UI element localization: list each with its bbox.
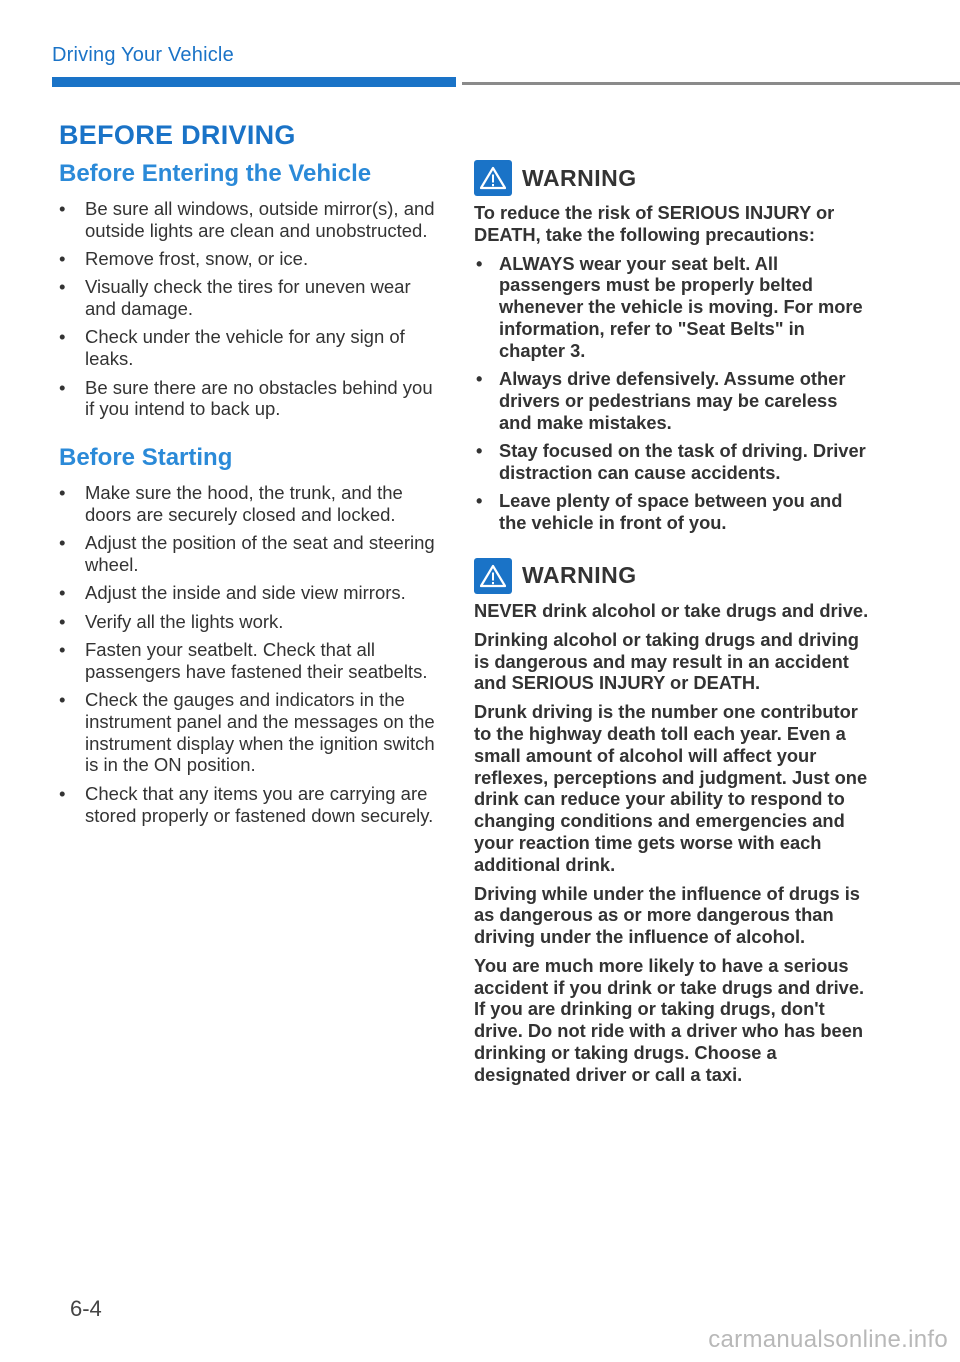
list-item: • Be sure all windows, outside mirror(s), and outside lights are clean and unobstructed. (59, 198, 439, 242)
list-item: • ALWAYS wear your seat belt. All passengers must be properly belted whenever the vehicle is moving. For more information, refer to "Seat Belts" in chapter 3. (474, 253, 874, 362)
warning-list (474, 253, 874, 534)
list-item: • Visually check the tires for uneven wear and damage. (59, 276, 439, 320)
list-item: • Remove frost, snow, or ice. (59, 248, 439, 270)
section-title: BEFORE DRIVING (59, 120, 296, 150)
list-item: • Adjust the inside and side view mirrors. (59, 582, 439, 604)
before-entering-heading: Before Entering the Vehicle (59, 160, 372, 187)
warning-label: WARNING (522, 562, 637, 589)
before-entering-list (59, 198, 439, 420)
list-item: • Adjust the position of the seat and steering wheel. (59, 532, 439, 576)
warning-paragraph: Drunk driving is the number one contributor to the highway death toll each year. Even a small amount of alcohol will affect your reflexes, perceptions and judgment. Just one drink can reduce your ability to respond to changing conditions and emergencies and your reaction time gets worse with each additional drink. (474, 701, 868, 875)
warning-block-safety (474, 160, 874, 534)
left-column (59, 158, 439, 833)
warning-paragraph: You are much more likely to have a serious accident if you drink or take drugs and drive. If you are drinking or taking drugs, don't drive. Do not ride with a driver who has been drinking or taking drugs. Choose a designated driver or call a taxi. (474, 954, 865, 1085)
list-item: • Check that any items you are carrying are stored properly or fastened down securely. (59, 783, 439, 827)
warning-label: WARNING (522, 164, 637, 191)
list-item: • Be sure there are no obstacles behind you if you intend to back up. (59, 377, 439, 421)
warning-triangle-icon (474, 558, 512, 594)
list-item: • Fasten your seatbelt. Check that all passengers have fastened their seatbelts. (59, 639, 439, 683)
list-item: • Check under the vehicle for any sign of leaks. (59, 326, 439, 370)
page-number: 6-4 (70, 1296, 102, 1321)
header-bar-accent (52, 77, 456, 87)
list-item: • Leave plenty of space between you and the vehicle in front of you. (474, 490, 874, 534)
list-item: • Stay focused on the task of driving. Driver distraction can cause accidents. (474, 440, 874, 484)
warning-block-alcohol (474, 558, 874, 1086)
warning-paragraph: NEVER drink alcohol or take drugs and drive. (474, 599, 869, 621)
warning-intro: To reduce the risk of SERIOUS INJURY or DEATH, take the following precautions: (474, 202, 835, 245)
warning-paragraph: Driving while under the influence of drugs is as dangerous as or more dangerous than driving under the influence of alcohol. (474, 882, 860, 948)
list-item: • Make sure the hood, the trunk, and the doors are securely closed and locked. (59, 482, 439, 526)
list-item: • Check the gauges and indicators in the instrument panel and the messages on the instrument display when the ignition switch is in the ON position. (59, 689, 439, 776)
header-bar-rule (462, 82, 960, 85)
before-starting-list (59, 482, 439, 826)
warning-header (474, 160, 874, 196)
warning-header (474, 558, 874, 594)
list-item: • Always drive defensively. Assume other drivers or pedestrians may be careless and make mistakes. (474, 368, 874, 433)
warning-triangle-icon (474, 160, 512, 196)
before-starting-heading: Before Starting (59, 444, 233, 472)
watermark: carmanualsonline.info (708, 1326, 948, 1353)
header-title: Driving Your Vehicle (52, 44, 234, 66)
list-item: • Verify all the lights work. (59, 611, 439, 633)
right-column (474, 160, 874, 1093)
warning-paragraph: Drinking alcohol or taking drugs and driving is dangerous and may result in an accident and SERIOUS INJURY or DEATH. (474, 628, 859, 694)
